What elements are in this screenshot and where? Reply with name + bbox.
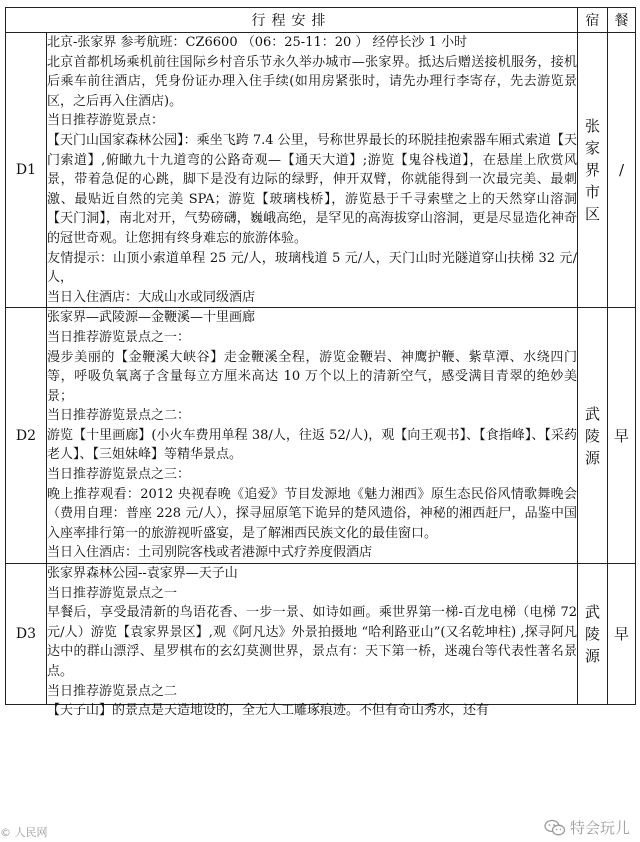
itinerary-table bbox=[5, 7, 636, 719]
content-line: 【天门山国家森林公园】：乘坐飞跨 7.4 公里，号称世界最长的环脱挂抱索器车厢式索道【天门索道】,俯瞰九十九道弯的公路奇观—【通天大道】;游览【鬼谷栈道】，在悬崖上欣赏风景，带着急促的心跳，脚下是没有边际的绿野，伸开双臂，你就能得到一次最完美、最刺激、最贴近自然的完美 SPA；游览【玻璃栈桥】，游览悬于千寻索壁之上的天然穿山溶洞【天门洞】，南北对开，气势磅礴，巍峨高绝，是罕见的高海拔穿山溶洞，更是尽显造化神奇的冠世奇观。让您拥有终身难忘的旅游体验。 bbox=[47, 132, 577, 246]
wechat-icon bbox=[544, 819, 566, 837]
content-line: 漫步美丽的【金鞭溪大峡谷】走金鞭溪全程，游览金鞭岩、神鹰护鞭、紫草潭、水绕四门等，呼吸负氧离子含量每立方厘米高达 10 万个以上的清新空气，感受满目青翠的绝妙美景； bbox=[47, 349, 577, 404]
stay-cell bbox=[578, 33, 608, 308]
watermark bbox=[544, 817, 630, 838]
content-line: 当日入住酒店：大成山水或同级酒店 bbox=[47, 289, 256, 305]
content-line: 友情提示：山顶小索道单程 25 元/人，玻璃栈道 5 元/人，天门山时光隧道穿山扶梯 32 元/人， bbox=[47, 250, 577, 286]
day-label: D2 bbox=[6, 308, 47, 564]
content-clip bbox=[47, 564, 577, 719]
content-line: 当日推荐游览景点之二： bbox=[47, 408, 191, 424]
table-row-d3 bbox=[6, 564, 636, 705]
meal-cell: 早 bbox=[608, 564, 636, 705]
header-stay: 宿 bbox=[578, 8, 608, 33]
content-line: 当日推荐游览景点之一 bbox=[47, 585, 178, 601]
header-itinerary: 行程安排 bbox=[6, 8, 578, 33]
meal-cell: 早 bbox=[608, 308, 636, 564]
content-line: 晚上推荐观看：2012 央视春晚《追爱》节目发源地《魅力湘西》原生态民俗风情歌舞晚会（费用自理：普座 228 元/人），探寻屈原笔下诡异的楚风遗俗，神秘的湘西赶尸，品鉴中国入座率排行第一的旅游视听盛宴，是了解湘西民族文化的最佳窗口。 bbox=[47, 486, 577, 541]
day-content bbox=[47, 308, 578, 564]
content-line: 张家界—武陵源—金鞭溪—十里画廊 bbox=[47, 310, 256, 326]
content-line: 北京-张家界 参考航班：CZ6600 （06：25-11：20 ） 经停长沙 1 小时 bbox=[47, 35, 468, 50]
content-line: 当日入住酒店：土司别院客栈或者港源中式疗养度假酒店 bbox=[47, 545, 373, 561]
stay-text: 武陵源 bbox=[584, 603, 600, 666]
content-line: 北京首都机场乘机前往国际乡村音乐节永久举办城市—张家界。抵达后赠送接机服务，接机后乘车前往酒店，凭身份证办理入住手续(如用房紧张时，请先办理行李寄存，先去游览景区，之后再入住酒店)。 bbox=[47, 54, 577, 109]
content-line: 游览【十里画廊】(小火车费用单程 38/人，往返 52/人)，观【向王观书】、【食指峰】、【采药老人】、【三姐妹峰】等精华景点。 bbox=[47, 427, 577, 463]
table-header-row bbox=[6, 8, 636, 33]
stay-cell bbox=[578, 308, 608, 564]
content-line: 【天子山】的景点是天造地设的，全无人工雕琢痕迹。不但有奇山秀水，还有 bbox=[47, 703, 490, 719]
watermark-text: 特会玩儿 bbox=[569, 819, 630, 837]
day-label: D1 bbox=[6, 33, 47, 308]
content-line: 早餐后，享受最清新的鸟语花香、一步一景、如诗如画。乘世界第一梯-百龙电梯（电梯 72 元/人）游览【袁家界景区】,观《阿凡达》外景拍摄地 “哈利路亚山”(又名乾坤柱) ,探寻阿凡达中的群山漂浮、星罗棋布的玄幻莫测世界，景点有：天下第一桥，迷魂台等代表性著名景点。 bbox=[47, 605, 577, 679]
meal-cell: / bbox=[608, 33, 636, 308]
table-row-d1 bbox=[6, 33, 636, 308]
content-line: 当日推荐游览景点： bbox=[47, 113, 165, 129]
corner-logo-text: © 人民网 bbox=[0, 826, 48, 839]
stay-text: 武陵源 bbox=[584, 404, 600, 467]
content-line: 当日推荐游览景点之二 bbox=[47, 683, 178, 699]
table-row-d2 bbox=[6, 308, 636, 564]
stay-text: 张家界市区 bbox=[584, 117, 600, 224]
day-content bbox=[47, 33, 578, 308]
content-line: 张家界森林公园--袁家界—天子山 bbox=[47, 566, 238, 582]
header-meal: 餐 bbox=[608, 8, 636, 33]
day-content bbox=[47, 564, 578, 719]
content-line: 当日推荐游览景点之一： bbox=[47, 329, 191, 345]
day-label: D3 bbox=[6, 564, 47, 705]
stay-cell bbox=[578, 564, 608, 705]
content-line: 当日推荐游览景点之三： bbox=[47, 467, 191, 483]
